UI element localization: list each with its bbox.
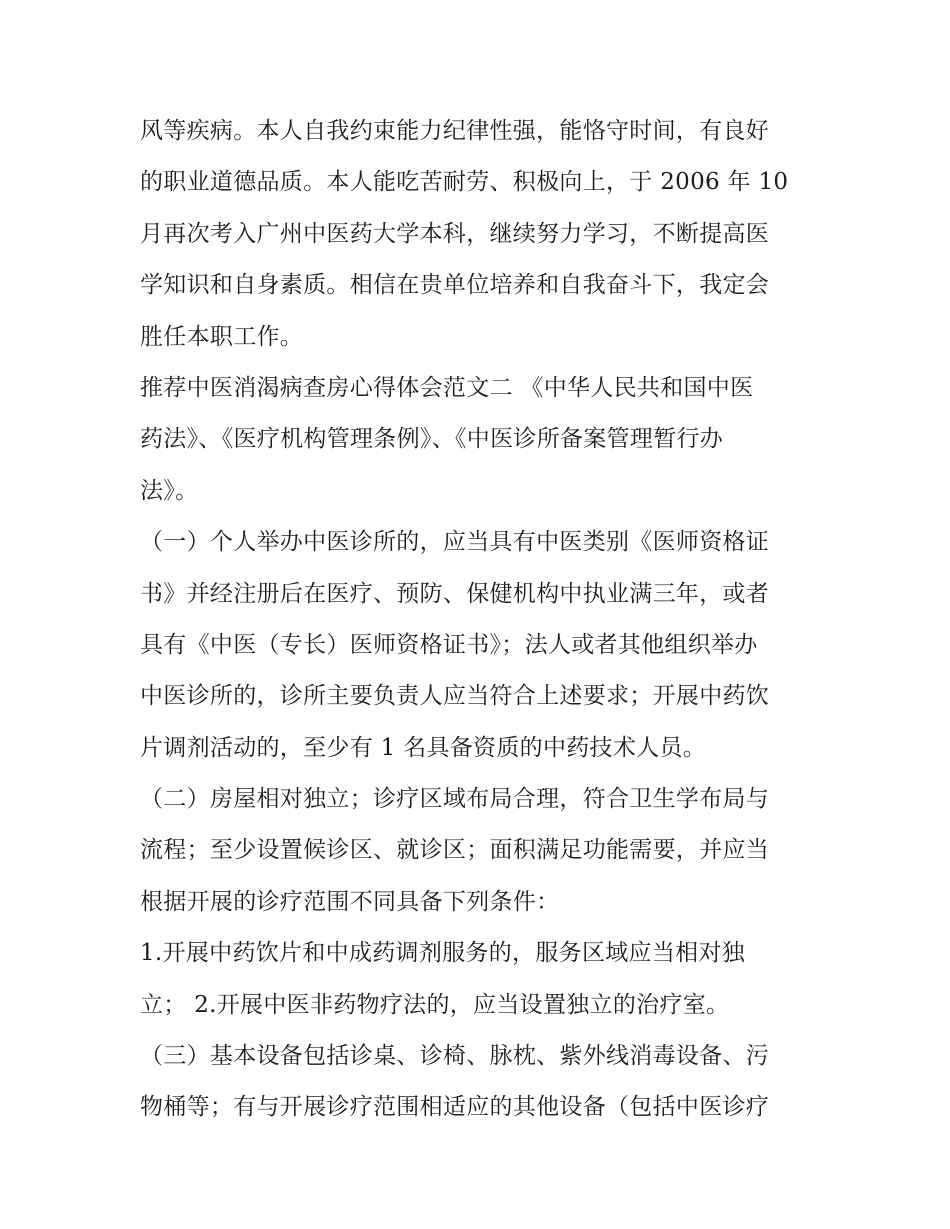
document-body: [140, 106, 815, 1134]
text-line: 立； 2.开展中医非药物疗法的，应当设置独立的治疗室。: [140, 991, 730, 1018]
text-line: 的职业道德品质。本人能吃苦耐劳、积极向上，于 2006 年 10: [140, 169, 789, 196]
text-line: 1.开展中药饮片和中成药调剂服务的，服务区域应当相对独: [140, 940, 746, 967]
text-line: （一）个人举办中医诊所的，应当具有中医类别《医师资格证: [140, 529, 770, 556]
text-line: 胜任本职工作。: [140, 323, 304, 350]
text-line: 法》。: [140, 477, 199, 504]
text-line: 根据开展的诊疗范围不同具备下列条件：: [140, 888, 560, 915]
text-line: 中医诊所的，诊所主要负责人应当符合上述要求；开展中药饮: [140, 683, 770, 710]
text-line: 具有《中医（专长）医师资格证书》；法人或者其他组织举办: [140, 631, 758, 658]
text-line: 月再次考入广州中医药大学本科，继续努力学习，不断提高医: [140, 220, 770, 247]
text-line: （三）基本设备包括诊桌、诊椅、脉枕、紫外线消毒设备、污: [140, 1043, 770, 1070]
text-line: 片调剂活动的，至少有 1 名具备资质的中药技术人员。: [140, 734, 707, 761]
text-line: 风等疾病。本人自我约束能力纪律性强，能恪守时间，有良好: [140, 118, 770, 144]
text-line: 药法》、《医疗机构管理条例》、《中医诊所备案管理暂行办: [140, 426, 724, 453]
text-line: 学知识和自身素质。相信在贵单位培养和自我奋斗下，我定会: [140, 272, 770, 299]
text-line: 书》并经注册后在医疗、预防、保健机构中执业满三年，或者: [140, 580, 770, 607]
text-line: 流程；至少设置候诊区、就诊区；面积满足功能需要，并应当: [140, 837, 770, 864]
text-line: 物桶等；有与开展诊疗范围相适应的其他设备（包括中医诊疗: [140, 1094, 770, 1121]
text-line: 推荐中医消渴病查房心得体会范文二 《中华人民共和国中医: [140, 374, 754, 401]
text-line: （二）房屋相对独立；诊疗区域布局合理，符合卫生学布局与: [140, 786, 770, 813]
